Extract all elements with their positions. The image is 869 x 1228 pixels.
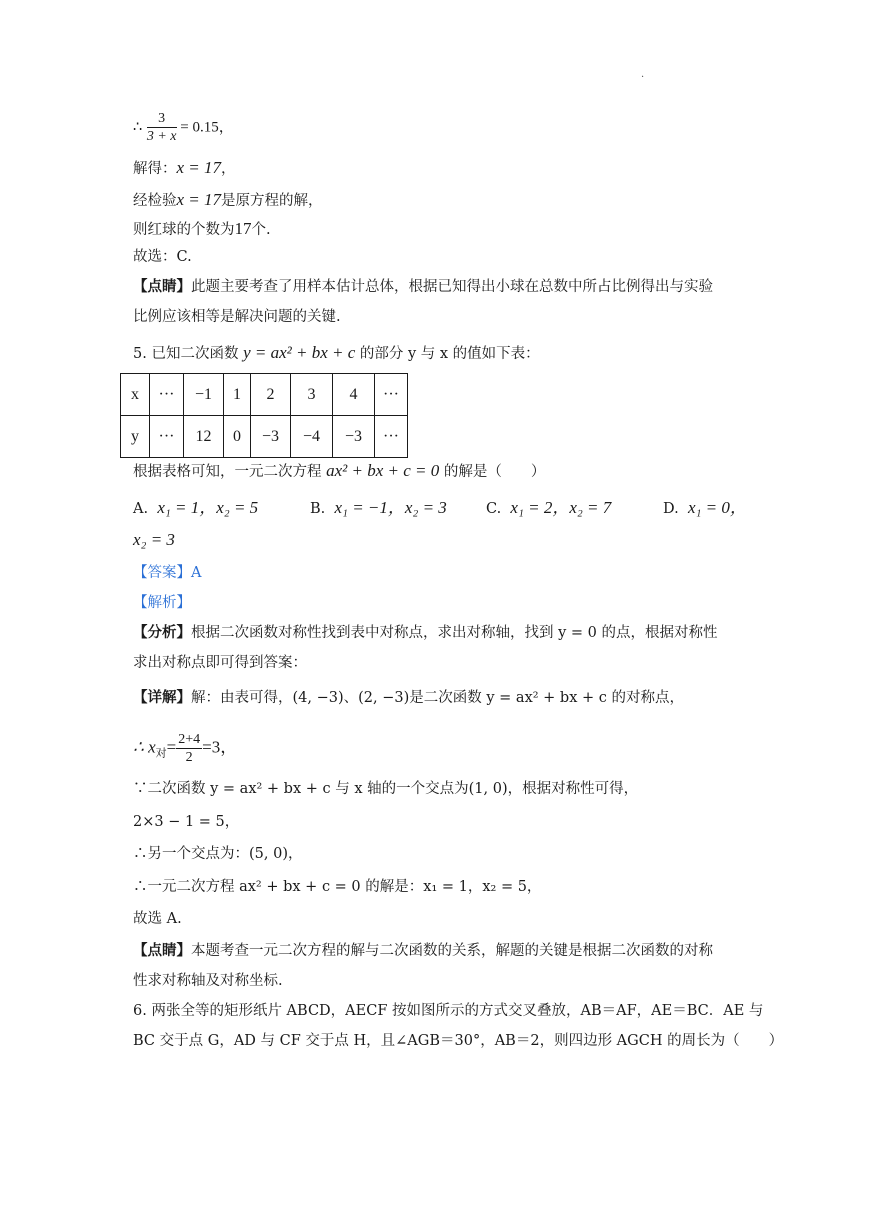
fraction: $\frac{3}{3 + x}$: [146, 111, 177, 144]
table-cell: −4: [291, 416, 333, 458]
because-line: ∵二次函数 y = ax² + bx + c 与 x 轴的一个交点为(1, 0)，根据对称性可得，: [133, 781, 639, 797]
choose-line: 故选 A.: [133, 911, 182, 927]
solution-line: ∴一元二次方程 ax² + bx + c = 0 的解是：x₁ = 1，x₂ = 5，: [133, 879, 542, 895]
dianjing2-line-2: 性求对称轴及对称坐标.: [133, 973, 283, 989]
table-cell: 12: [184, 416, 224, 458]
table-cell: ···: [150, 374, 184, 416]
xiangjie-line: 【详解】解：由表可得，(4, −3)、(2, −3)是二次函数 y = ax² + bx + c 的对称点，: [133, 689, 684, 706]
choice-line: 故选：C.: [133, 249, 192, 265]
question-6-line-2: BC 交于点 G，AD 与 CF 交于点 H，且∠AGB＝30°，AB＝2，则四边形 AGCH 的周长为（ ）: [133, 1033, 784, 1049]
fraction: $\frac{2+4}{2}$: [178, 732, 201, 765]
table-cell: 3: [291, 374, 333, 416]
table-cell: −1: [184, 374, 224, 416]
table-cell: −3: [251, 416, 291, 458]
calc-line: 2×3 − 1 = 5，: [133, 814, 240, 830]
other-point-line: ∴另一个交点为：(5, 0)，: [133, 846, 303, 862]
result-line: 则红球的个数为17个.: [133, 219, 271, 238]
table-cell: ···: [375, 416, 408, 458]
values-table: [120, 373, 408, 458]
table-row: [121, 374, 408, 416]
analysis-tag: 【解析】: [133, 595, 191, 611]
option-d-cont: x₂ = 3: [133, 530, 175, 549]
header-dot: ·: [641, 72, 645, 83]
option-d: D. x₁ = 0，: [663, 498, 747, 517]
table-cell: 4: [333, 374, 375, 416]
option-a: A. x₁ = 1，x₂ = 5: [133, 498, 259, 517]
symmetry-axis-line: ∴ $x_对=$ $\frac{2+4}{2}$ =3，: [133, 732, 238, 765]
option-b: B. x₁ = −1，x₂ = 3: [310, 498, 447, 517]
table-cell: 1: [224, 374, 251, 416]
option-c: C. x₁ = 2，x₂ = 7: [486, 498, 612, 517]
table-row: [121, 416, 408, 458]
table-cell: x: [121, 374, 150, 416]
question-5-prompt: 根据表格可知，一元二次方程 ax² + bx + c = 0 的解是（ ）: [133, 461, 546, 480]
answer-line: 【答案】A: [133, 565, 202, 581]
verify-line: 经检验x = 17是原方程的解，: [133, 190, 323, 209]
table-cell: ···: [150, 416, 184, 458]
table-cell: y: [121, 416, 150, 458]
table-cell: 0: [224, 416, 251, 458]
question-6-line-1: 6. 两张全等的矩形纸片 ABCD，AECF 按如图所示的方式交叉叠放，AB＝AF，AE＝BC．AE 与: [133, 1003, 764, 1019]
equation-line-1: ∴ $\frac{3}{3 + x}$ = 0.15，: [133, 111, 234, 144]
table-cell: −3: [333, 416, 375, 458]
table-cell: 2: [251, 374, 291, 416]
dianjing-line-1: 【点睛】此题主要考查了用样本估计总体，根据已知得出小球在总数中所占比例得出与实验: [133, 278, 713, 295]
solve-line: 解得：x = 17，: [133, 158, 236, 177]
table-cell: ···: [375, 374, 408, 416]
therefore-symbol: ∴: [133, 119, 143, 136]
question-5: 5. 已知二次函数 y = ax² + bx + c 的部分 y 与 x 的值如下表：: [133, 343, 540, 362]
fenxi-line-1: 【分析】根据二次函数对称性找到表中对称点，求出对称轴，找到 y = 0 的点，根据对称性: [133, 624, 718, 641]
fenxi-line-2: 求出对称点即可得到答案：: [133, 655, 307, 671]
dianjing-line-2: 比例应该相等是解决问题的关键.: [133, 309, 341, 325]
dianjing2-line-1: 【点睛】本题考查一元二次方程的解与二次函数的关系，解题的关键是根据二次函数的对称: [133, 942, 713, 959]
